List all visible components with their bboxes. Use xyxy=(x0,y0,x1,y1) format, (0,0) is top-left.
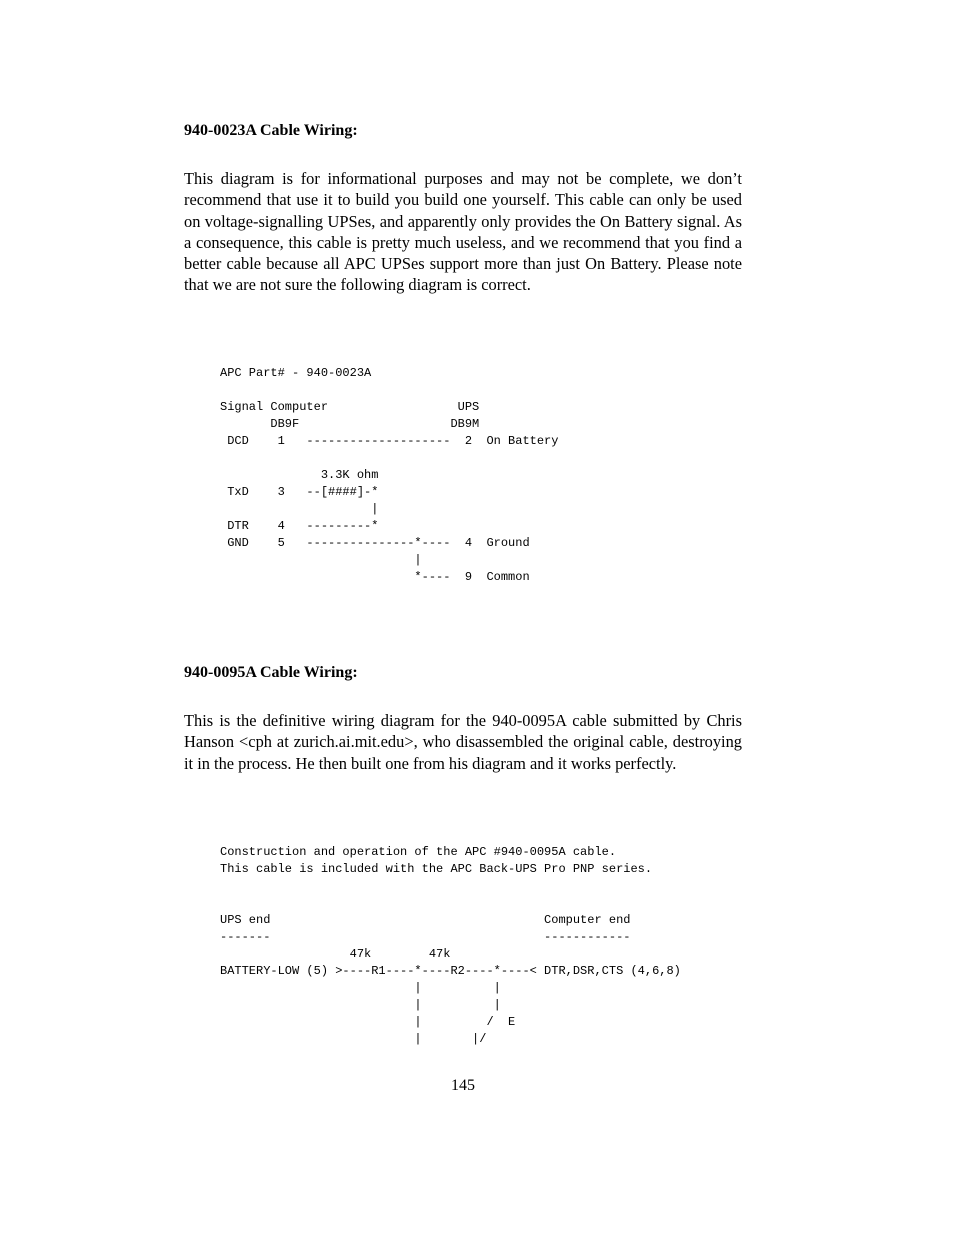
page-number: 145 xyxy=(451,1077,475,1094)
section-paragraph-940-0023a: This diagram is for informational purposes and may not be complete, we don’t recommend that use it to build you build one yourself. This cable can only be used on voltage-signalling UPSes, and apparently only provides the On Battery signal. As a consequence, this cable is pretty much useless, and we recommend that you find a better cable because all APC UPSes support more than just On Battery. Please note that we are not sure the following diagram is correct. xyxy=(184,169,742,295)
section-paragraph-940-0095a: This is the definitive wiring diagram for the 940-0095A cable submitted by Chris Hanson <cph at zurich.ai.mit.edu>, who disassembled the original cable, destroying it in the process. He then built one from his diagram and it works perfectly. xyxy=(184,711,742,773)
wiring-diagram-940-0095a: Construction and operation of the APC #940-0095A cable. This cable is included with the APC Back-UPS Pro PNP series. UPS end Computer end ------- ------------ 47k 47k BATTERY-LOW (5) >----R1----*----R2----*----< DTR,DSR,CTS (4,6,8) | | | | | / E | |/ xyxy=(220,845,681,1046)
section-heading-940-0023a: 940-0023A Cable Wiring: xyxy=(184,122,358,139)
wiring-diagram-940-0023a: APC Part# - 940-0023A Signal Computer UPS DB9F DB9M DCD 1 -------------------- 2 On Battery 3.3K ohm TxD 3 --[####]-* | DTR 4 ---------* GND 5 ---------------*---- 4 Ground | *---- 9 Common xyxy=(220,366,559,584)
section-heading-940-0095a: 940-0095A Cable Wiring: xyxy=(184,664,358,681)
